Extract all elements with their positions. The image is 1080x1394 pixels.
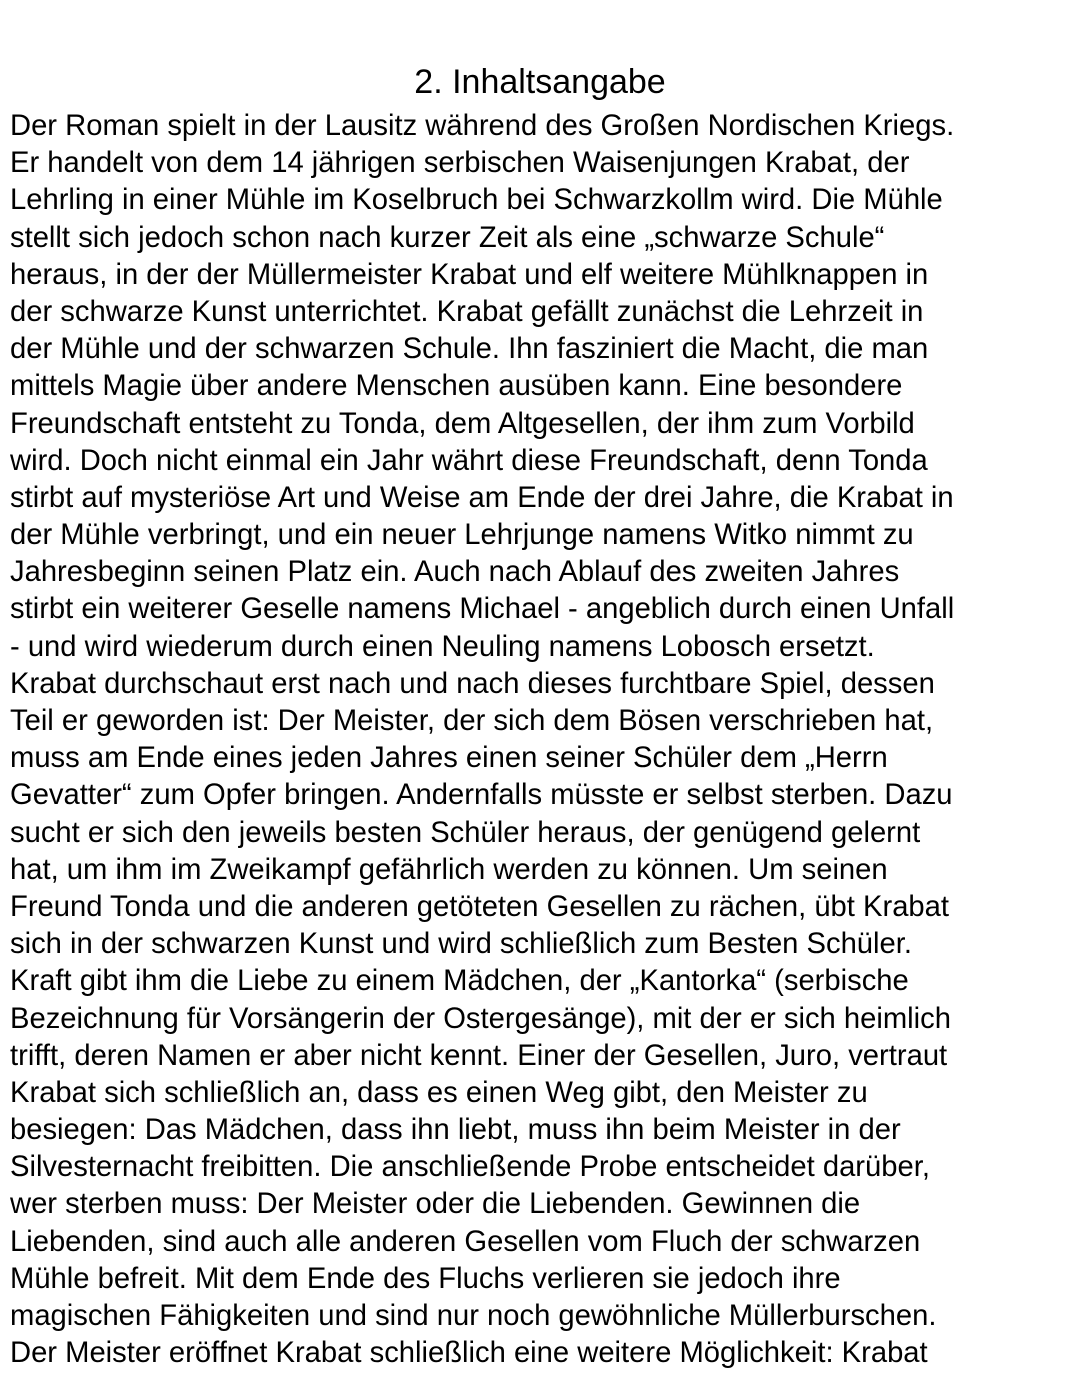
summary-body [10, 108, 1075, 1372]
text-line: stellt sich jedoch schon nach kurzer Zeit als eine „schwarze Schule“ [10, 221, 885, 254]
text-line: Kraft gibt ihm die Liebe zu einem Mädchen, der „Kantorka“ (serbische [10, 965, 909, 998]
text-line: Er handelt von dem 14 jährigen serbischen Waisenjungen Krabat, der [10, 147, 910, 180]
text-line: stirbt ein weiterer Geselle namens Michael - angeblich durch einen Unfall [10, 593, 955, 626]
text-line: Der Meister eröffnet Krabat schließlich eine weitere Möglichkeit: Krabat [10, 1337, 928, 1370]
text-line: magischen Fähigkeiten und sind nur noch gewöhnliche Müllerburschen. [10, 1300, 937, 1332]
text-line: Lehrling in einer Mühle im Koselbruch bei Schwarzkollm wird. Die Mühle [10, 184, 943, 217]
text-line: besiegen: Das Mädchen, dass ihn liebt, muss ihn beim Meister in der [10, 1114, 901, 1147]
text-line: stirbt auf mysteriöse Art und Weise am Ende der drei Jahre, die Krabat in [10, 481, 954, 514]
text-line: hat, um ihm im Zweikampf gefährlich werden zu können. Um seinen [10, 853, 888, 886]
text-line: Bezeichnung für Vorsängerin der Ostergesänge), mit der er sich heimlich [10, 1002, 951, 1035]
text-line: Freundschaft entsteht zu Tonda, dem Altgesellen, der ihm zum Vorbild [10, 407, 915, 440]
text-line: Jahresbeginn seinen Platz ein. Auch nach Ablauf des zweiten Jahres [10, 556, 900, 589]
text-line: Krabat sich schließlich an, dass es einen Weg gibt, den Meister zu [10, 1076, 868, 1109]
text-line: - und wird wiederum durch einen Neuling namens Lobosch ersetzt. [10, 630, 875, 663]
text-line: der Mühle und der schwarzen Schule. Ihn fasziniert die Macht, die man [10, 333, 929, 366]
text-line: mittels Magie über andere Menschen ausüben kann. Eine besondere [10, 370, 903, 403]
text-line: sucht er sich den jeweils besten Schüler heraus, der genügend gelernt [10, 816, 921, 849]
text-line: muss am Ende eines jeden Jahres einen seiner Schüler dem „Herrn [10, 742, 888, 775]
text-line: der Mühle verbringt, und ein neuer Lehrjunge namens Witko nimmt zu [10, 519, 914, 552]
text-line: sich in der schwarzen Kunst und wird schließlich zum Besten Schüler. [10, 928, 912, 961]
text-line: trifft, deren Namen er aber nicht kennt. Einer der Gesellen, Juro, vertraut [10, 1039, 948, 1072]
text-line: heraus, in der der Müllermeister Krabat und elf weitere Mühlknappen in [10, 258, 929, 291]
text-line: Silvesternacht freibitten. Die anschließende Probe entscheidet darüber, [10, 1151, 930, 1184]
text-line: Liebenden, sind auch alle anderen Gesellen vom Fluch der schwarzen [10, 1225, 921, 1258]
text-line: der schwarze Kunst unterrichtet. Krabat gefällt zunächst die Lehrzeit in [10, 295, 924, 328]
text-line: Freund Tonda und die anderen getöteten Gesellen zu rächen, übt Krabat [10, 890, 950, 923]
text-line: Gevatter“ zum Opfer bringen. Andernfalls müsste er selbst sterben. Dazu [10, 779, 953, 812]
section-heading: 2. Inhaltsangabe [414, 63, 666, 101]
text-line: Mühle befreit. Mit dem Ende des Fluchs verlieren sie jedoch ihre [10, 1262, 841, 1295]
text-line: Teil er geworden ist: Der Meister, der sich dem Bösen verschrieben hat, [10, 705, 934, 737]
text-line: Krabat durchschaut erst nach und nach dieses furchtbare Spiel, dessen [10, 667, 935, 700]
text-line: Der Roman spielt in der Lausitz während des Großen Nordischen Kriegs. [10, 110, 955, 142]
text-line: wird. Doch nicht einmal ein Jahr währt diese Freundschaft, denn Tonda [10, 444, 928, 477]
text-line: wer sterben muss: Der Meister oder die Liebenden. Gewinnen die [10, 1188, 861, 1221]
